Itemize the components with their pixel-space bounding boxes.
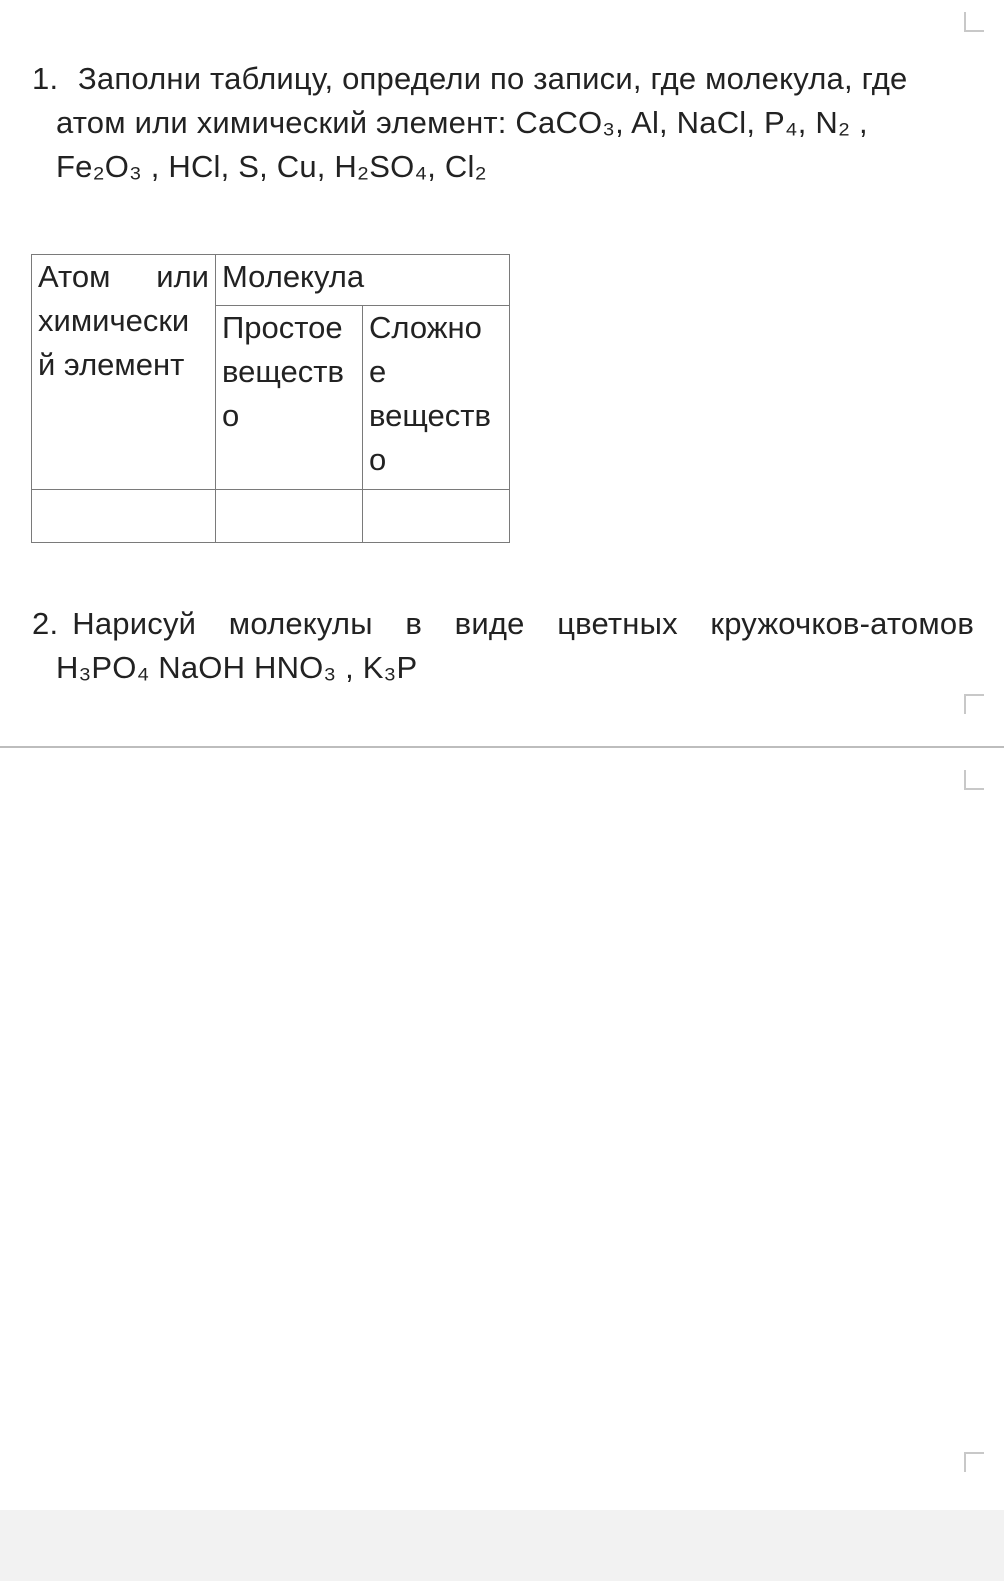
task-2-line-1 bbox=[32, 602, 974, 646]
answer-cell-atom[interactable] bbox=[32, 490, 216, 543]
page-corner-mark bbox=[964, 12, 984, 32]
complex-substance-header bbox=[363, 306, 510, 490]
molecule-header-text: Молекула bbox=[222, 259, 365, 294]
task-1-line-1 bbox=[32, 57, 974, 101]
task-1-text-line-1: Заполни таблицу, определи по записи, где молекула, где bbox=[78, 61, 908, 96]
page-corner-mark bbox=[964, 1452, 984, 1472]
simple-substance-header bbox=[216, 306, 363, 490]
answer-table bbox=[31, 254, 510, 543]
complex-line-3: веществ bbox=[369, 398, 491, 433]
atom-header-line-3: й элемент bbox=[38, 347, 185, 382]
task-2-text-line-1: Нарисуй молекулы в виде цветных кружочков-атомов bbox=[72, 606, 974, 641]
simple-line-1: Простое bbox=[222, 310, 343, 345]
complex-line-4: о bbox=[369, 442, 387, 477]
simple-line-3: о bbox=[222, 398, 240, 433]
answer-cell-complex[interactable] bbox=[363, 490, 510, 543]
atom-header-word-2: или bbox=[156, 259, 209, 294]
atom-header-line-2: химически bbox=[38, 303, 190, 338]
atom-column-header bbox=[32, 255, 216, 490]
simple-line-2: веществ bbox=[222, 354, 344, 389]
task-1-line-3: Fe₂O₃ , HCl, S, Cu, H₂SO₄, Cl₂ bbox=[56, 149, 487, 184]
task-1-line-2: атом или химический элемент: CaCO₃, Al, NaCl, P₄, N₂ , bbox=[56, 105, 868, 140]
atom-header-word-1: Атом bbox=[38, 259, 111, 294]
page-corner-mark bbox=[964, 694, 984, 714]
task-1-number: 1. bbox=[32, 61, 59, 96]
document-page-2 bbox=[0, 748, 1004, 1510]
document-page-1 bbox=[0, 0, 1004, 746]
page-corner-mark bbox=[964, 770, 984, 790]
molecule-header bbox=[216, 255, 510, 306]
complex-line-1: Сложно bbox=[369, 310, 482, 345]
complex-line-2: е bbox=[369, 354, 387, 389]
task-1 bbox=[32, 57, 974, 189]
atom-header-line-1 bbox=[38, 255, 209, 299]
task-2-line-2: H₃PO₄ NaOH HNO₃ , K₃P bbox=[56, 650, 418, 685]
answer-cell-simple[interactable] bbox=[216, 490, 363, 543]
task-2 bbox=[32, 602, 974, 690]
task-2-number: 2. bbox=[32, 606, 59, 641]
